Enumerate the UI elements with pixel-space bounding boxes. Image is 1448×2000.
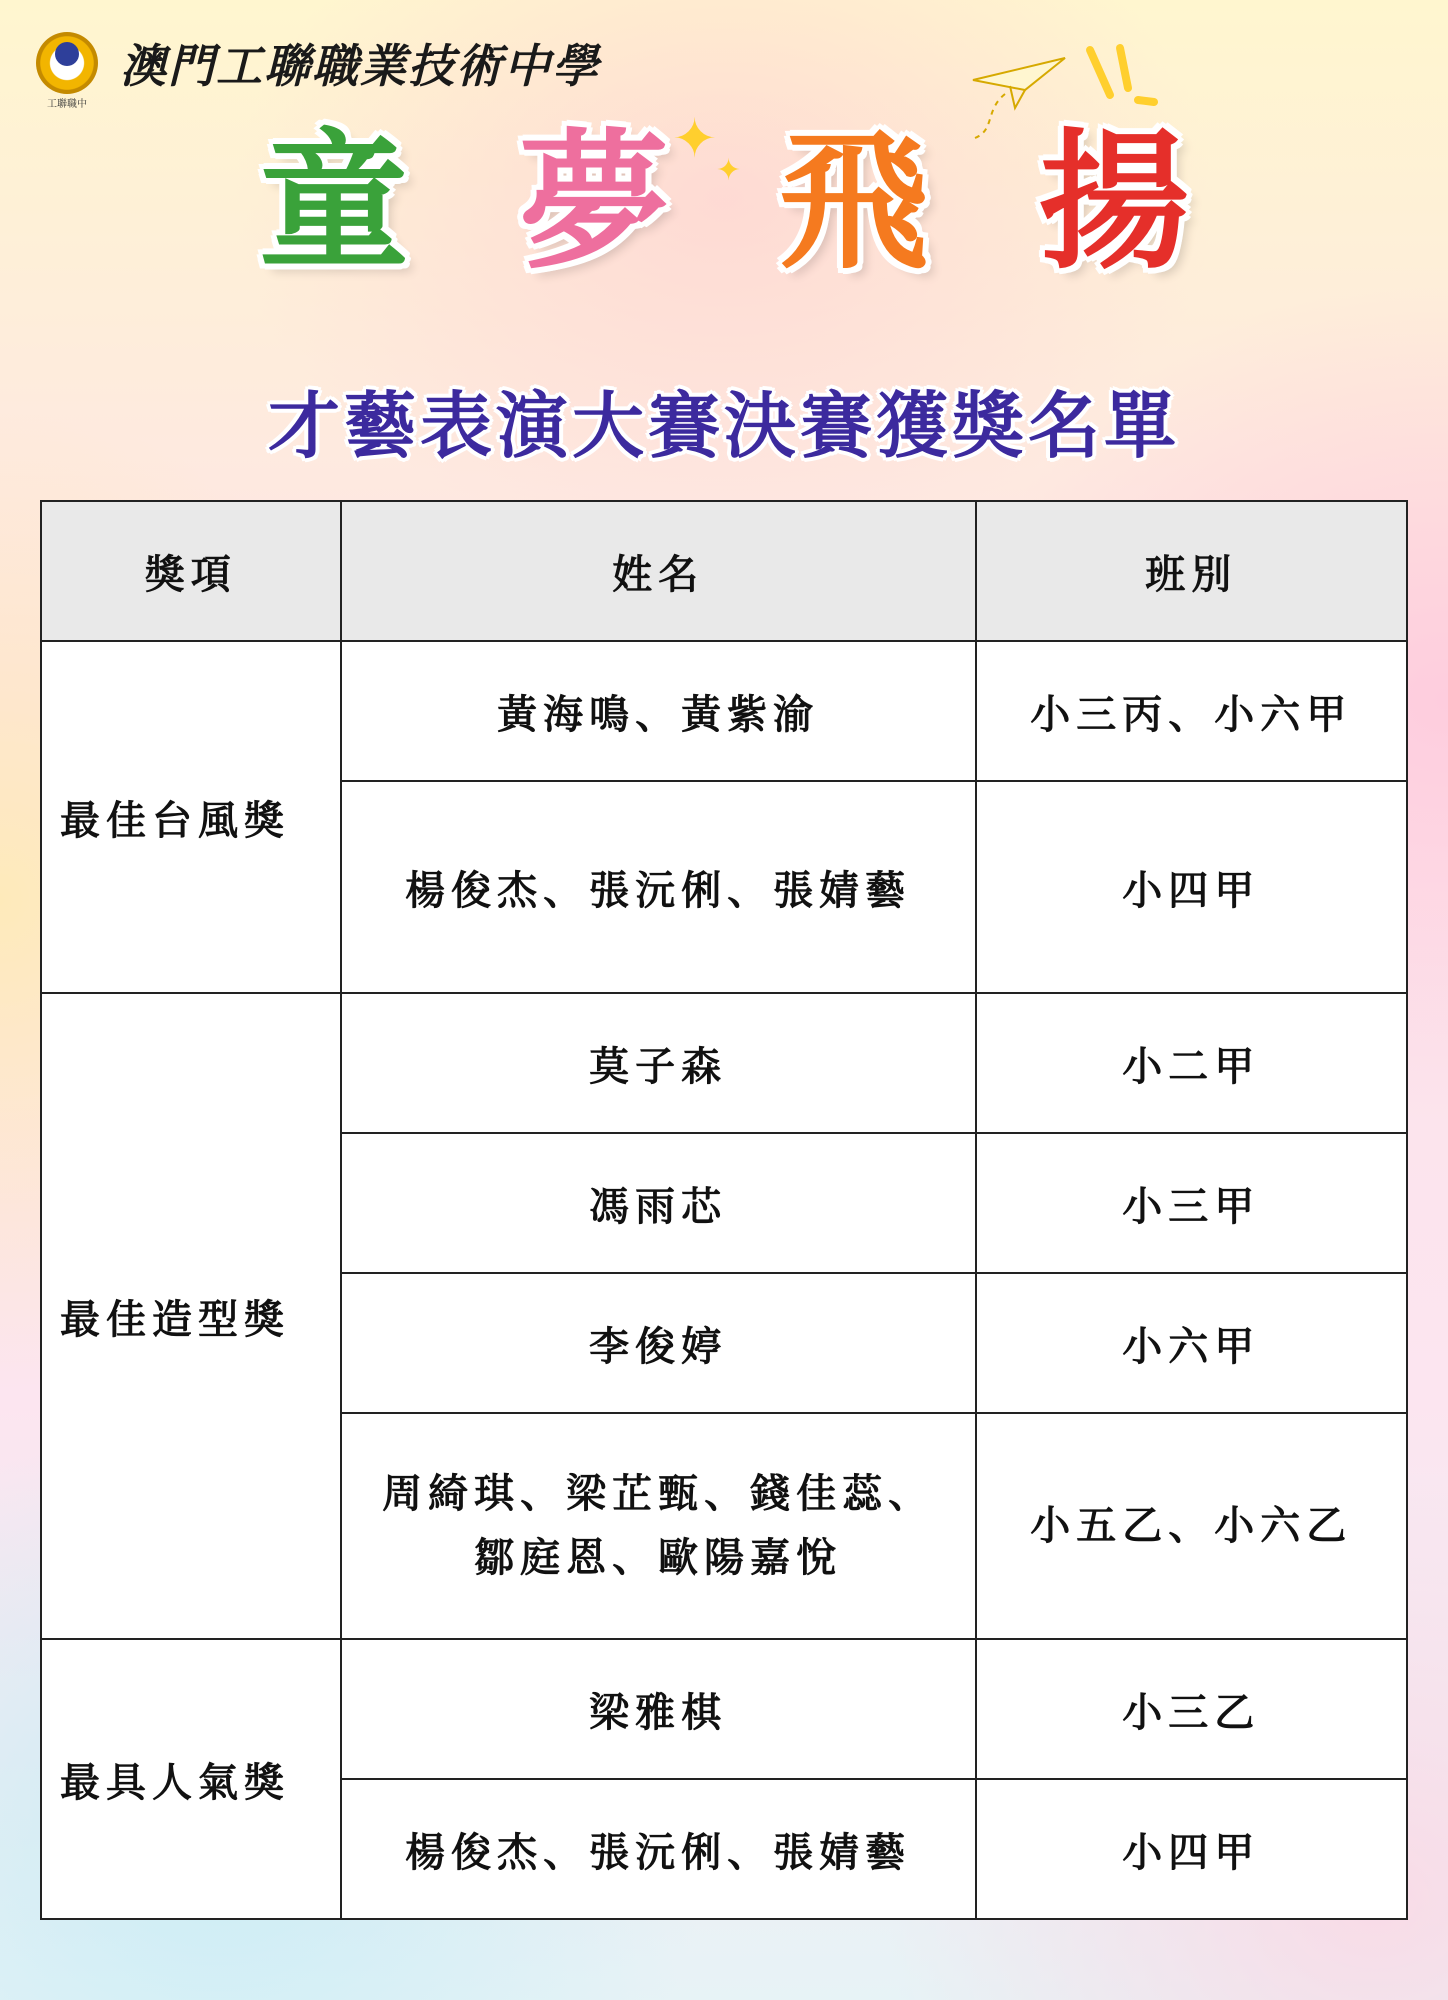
table-row xyxy=(41,641,1407,781)
class-cell: 小五乙、小六乙 xyxy=(976,1413,1407,1639)
class-cell: 小六甲 xyxy=(976,1273,1407,1413)
table-row xyxy=(41,993,1407,1133)
title-char: 飛 xyxy=(779,116,930,290)
class-cell: 小三乙 xyxy=(976,1639,1407,1779)
logo-text: 工聯職中 xyxy=(47,99,87,110)
award-cell: 最具人氣獎 xyxy=(41,1639,341,1919)
award-table xyxy=(40,500,1408,1920)
table-row xyxy=(41,1639,1407,1779)
names-cell: 莫子森 xyxy=(341,993,976,1133)
header-name: 姓名 xyxy=(341,501,976,641)
class-cell: 小四甲 xyxy=(976,1779,1407,1919)
names-cell: 馮雨芯 xyxy=(341,1133,976,1273)
sparkle-icon: ✦ xyxy=(672,107,718,170)
names-cell: 梁雅棋 xyxy=(341,1639,976,1779)
header-class: 班別 xyxy=(976,501,1407,641)
class-cell: 小四甲 xyxy=(976,781,1407,993)
school-name: 澳門工聯職業技術中學 xyxy=(120,39,600,93)
logo-emblem xyxy=(55,42,79,66)
title-char: 童 xyxy=(258,116,409,290)
names-cell: 楊俊杰、張沅俐、張婧藝 xyxy=(341,1779,976,1919)
main-title xyxy=(0,116,1448,290)
award-cell: 最佳台風獎 xyxy=(41,641,341,993)
school-header xyxy=(36,30,600,110)
rays-icon xyxy=(1080,40,1160,110)
class-cell: 小三丙、小六甲 xyxy=(976,641,1407,781)
sparkle-icon: ✦ xyxy=(716,153,742,188)
school-logo xyxy=(36,32,98,110)
class-cell: 小三甲 xyxy=(976,1133,1407,1273)
names-cell xyxy=(341,1413,976,1639)
class-cell: 小二甲 xyxy=(976,993,1407,1133)
names-cell: 楊俊杰、張沅俐、張婧藝 xyxy=(341,781,976,993)
header-award: 獎項 xyxy=(41,501,341,641)
subtitle: 才藝表演大賽決賽獲獎名單 xyxy=(267,384,1180,468)
title-char: 揚 xyxy=(1039,116,1190,290)
names-line: 鄒庭恩、歐陽嘉悅 xyxy=(474,1534,843,1581)
names-cell: 李俊婷 xyxy=(341,1273,976,1413)
names-cell: 黃海鳴、黃紫渝 xyxy=(341,641,976,781)
names-line: 周綺琪、梁芷甄、錢佳蕊、 xyxy=(382,1470,935,1517)
award-cell: 最佳造型獎 xyxy=(41,993,341,1639)
table-header-row xyxy=(41,501,1407,641)
title-char: 夢 xyxy=(518,116,669,290)
